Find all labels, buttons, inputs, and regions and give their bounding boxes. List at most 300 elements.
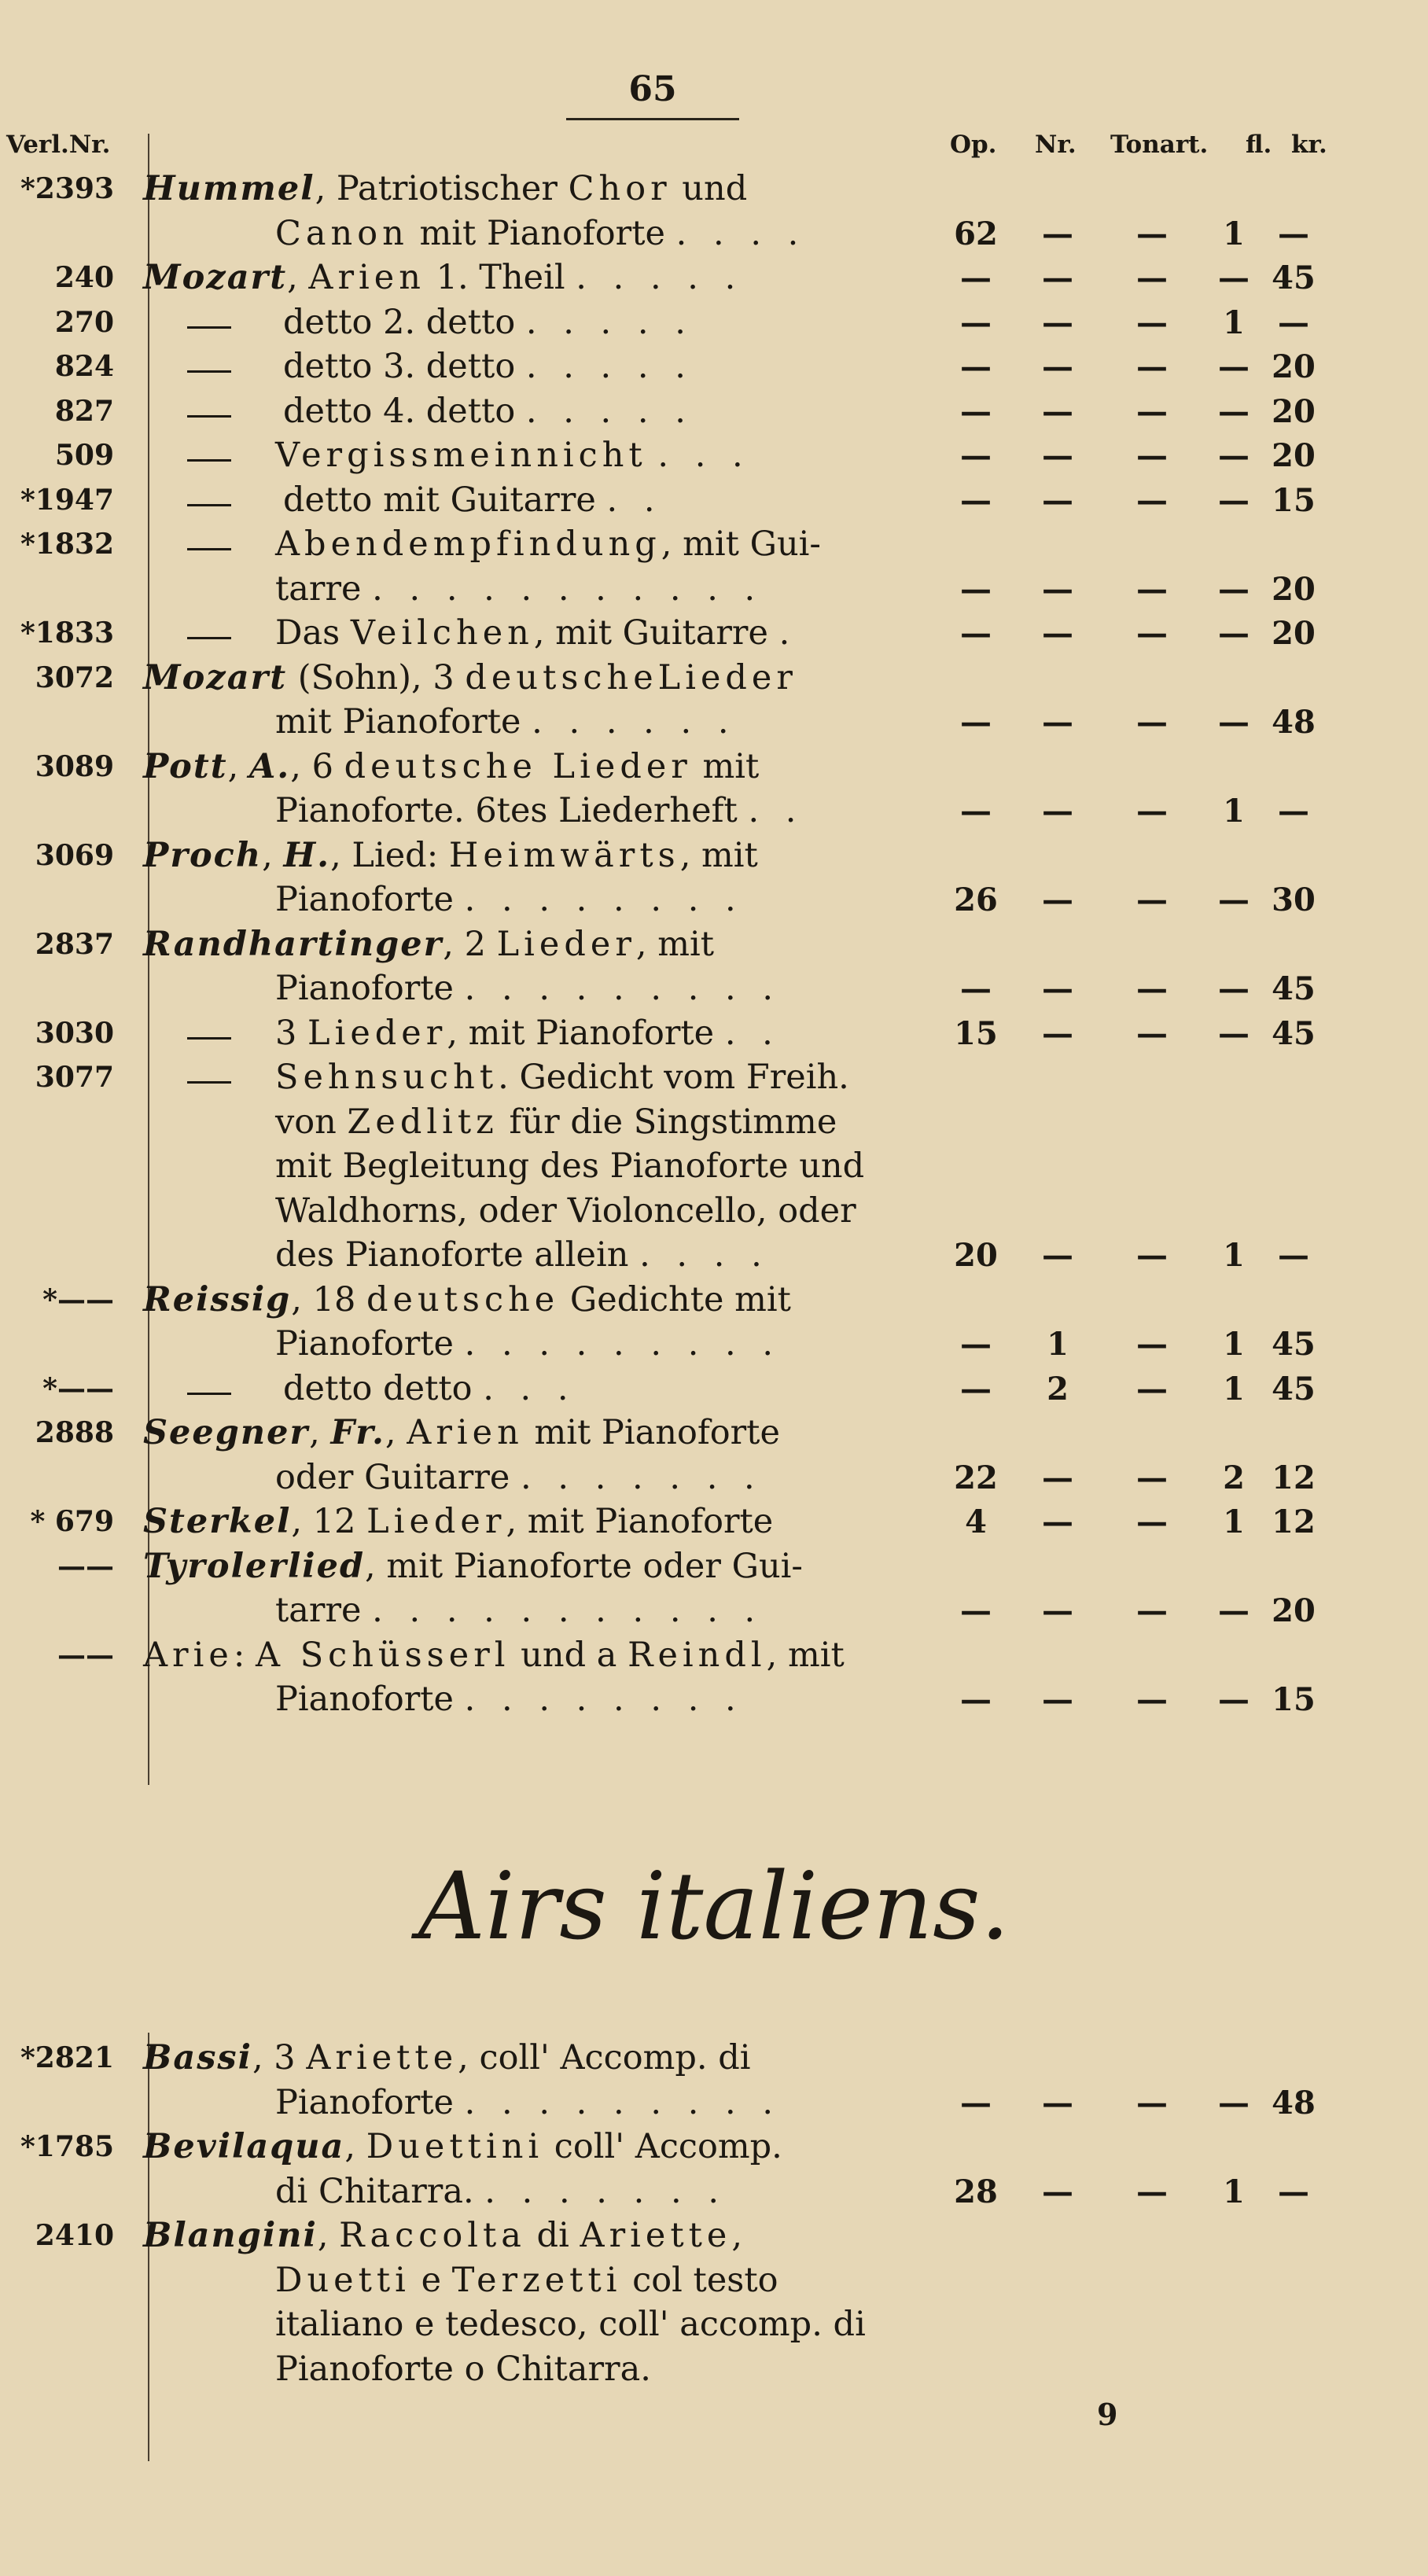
- text-run: Mozart: [143, 258, 288, 297]
- kreuzer-value: 45: [1272, 970, 1316, 1007]
- number-value: —: [1042, 2173, 1073, 2210]
- tonart-value: —: [1136, 704, 1168, 741]
- opus-value: —: [960, 1370, 992, 1408]
- number-value: —: [1042, 1237, 1073, 1274]
- kreuzer-value: 20: [1272, 615, 1316, 652]
- opus-value: —: [960, 793, 992, 830]
- section-heading: Airs italiens.: [418, 1852, 1010, 1960]
- text-run: (Sohn), 3: [287, 657, 466, 697]
- verlag-number: 2410: [35, 2219, 114, 2252]
- text-run: Hummel: [143, 169, 315, 208]
- opus-value: —: [960, 570, 992, 608]
- text-run: italiano e tedesco, coll' accomp. di: [275, 2305, 866, 2344]
- text-run: . . . . . . .: [521, 1457, 763, 1497]
- text-run: ,: [317, 2216, 340, 2255]
- entry-text: [283, 345, 694, 388]
- text-run: Randhartinger: [143, 924, 443, 964]
- catalog-line: [0, 789, 1428, 833]
- verlag-number: 2837: [35, 927, 114, 961]
- text-run: . . . . . . . . .: [464, 1324, 782, 1363]
- florin-value: 1: [1223, 1370, 1245, 1408]
- entry-text: [143, 2037, 751, 2080]
- florin-value: —: [1218, 704, 1250, 741]
- opus-value: —: [960, 615, 992, 652]
- header-op: Op.: [950, 131, 997, 159]
- text-run: . Gedicht vom Freih.: [498, 1058, 849, 1097]
- kreuzer-value: 20: [1272, 437, 1316, 474]
- text-run: Pianoforte: [275, 2082, 465, 2122]
- text-run: 1. Theil: [425, 258, 576, 297]
- text-run: Waldhorns, oder Violoncello, oder: [275, 1190, 856, 1231]
- entry-text: [143, 657, 797, 700]
- text-run: . . . . . . . . .: [464, 969, 782, 1008]
- kreuzer-value: —: [1278, 2173, 1309, 2210]
- number-value: 2: [1047, 1370, 1069, 1408]
- entry-text: [275, 1323, 781, 1366]
- entry-text: [275, 1101, 837, 1144]
- verlag-number: ——: [57, 1549, 114, 1583]
- entry-text: [143, 256, 743, 300]
- header-kr: kr.: [1291, 131, 1327, 159]
- florin-value: —: [1218, 2084, 1250, 2122]
- opus-value: —: [960, 437, 992, 474]
- tonart-value: —: [1136, 1459, 1168, 1496]
- text-run: Ariette: [306, 2038, 458, 2077]
- text-run: Gedichte mit: [559, 1279, 791, 1319]
- catalog-line: [0, 2303, 1428, 2346]
- text-run: , Patriotischer: [315, 169, 569, 208]
- entry-text: [143, 1634, 845, 1677]
- entry-text: [275, 568, 763, 611]
- tonart-value: —: [1136, 259, 1168, 296]
- number-value: —: [1042, 615, 1073, 652]
- text-run: Pott: [143, 746, 228, 786]
- verlag-number: 2888: [35, 1416, 114, 1449]
- text-run: für die Singstimme: [498, 1102, 837, 1142]
- kreuzer-value: 20: [1272, 570, 1316, 608]
- text-run: Sterkel: [143, 1502, 292, 1541]
- kreuzer-value: 45: [1272, 1370, 1316, 1408]
- verlag-number: *——: [42, 1282, 114, 1316]
- opus-value: 22: [954, 1459, 998, 1496]
- tonart-value: —: [1136, 1503, 1168, 1540]
- text-run: A.: [248, 746, 291, 786]
- catalog-line: [0, 2170, 1428, 2214]
- number-value: —: [1042, 392, 1073, 430]
- text-run: Duetti: [275, 2260, 410, 2300]
- catalog-line: [0, 2259, 1428, 2302]
- number-value: —: [1042, 481, 1073, 519]
- text-run: , mit Pianoforte: [447, 1013, 725, 1053]
- florin-value: —: [1218, 259, 1250, 296]
- catalog-line: [0, 1589, 1428, 1632]
- tonart-value: —: [1136, 215, 1168, 252]
- florin-value: —: [1218, 881, 1250, 918]
- text-run: ,: [309, 1413, 331, 1452]
- verlag-number: *2821: [20, 2041, 114, 2074]
- text-run: , mit Pianoforte: [506, 1502, 774, 1541]
- catalog-line: [0, 1279, 1428, 1322]
- opus-value: —: [960, 970, 992, 1007]
- entry-text: [275, 1589, 763, 1632]
- kreuzer-value: 15: [1272, 1681, 1316, 1718]
- opus-value: —: [960, 1681, 992, 1718]
- number-value: —: [1042, 1459, 1073, 1496]
- entry-text: [275, 523, 821, 566]
- text-run: coll' Accomp.: [543, 2127, 782, 2166]
- number-value: —: [1042, 570, 1073, 608]
- tonart-value: —: [1136, 970, 1168, 1007]
- text-run: und a: [510, 1635, 628, 1675]
- catalog-line: [0, 2214, 1428, 2258]
- tonart-value: —: [1136, 2173, 1168, 2210]
- entry-text: [275, 1234, 770, 1277]
- tonart-value: —: [1136, 570, 1168, 608]
- catalog-line: [0, 2125, 1428, 2169]
- number-value: —: [1042, 348, 1073, 385]
- number-value: —: [1042, 2084, 1073, 2122]
- ditto-dash: [187, 459, 231, 462]
- text-run: ,: [731, 2216, 743, 2255]
- catalog-line: [0, 1145, 1428, 1188]
- text-run: Lieder: [496, 924, 636, 964]
- text-run: Bassi: [143, 2038, 252, 2077]
- text-run: deutscheLieder: [465, 657, 797, 697]
- text-run: , mit: [635, 924, 715, 964]
- florin-value: 1: [1223, 1237, 1245, 1274]
- verlag-number: 509: [54, 439, 114, 472]
- catalog-line: [0, 390, 1428, 433]
- text-run: Sehnsucht: [275, 1058, 499, 1097]
- text-run: . . . . .: [525, 391, 694, 431]
- text-run: Chor: [568, 169, 672, 208]
- text-run: , 6: [290, 746, 344, 786]
- florin-value: —: [1218, 348, 1250, 385]
- kreuzer-value: 45: [1272, 259, 1316, 296]
- catalog-line: [0, 479, 1428, 522]
- tonart-value: —: [1136, 1014, 1168, 1052]
- text-run: , 12: [291, 1502, 367, 1541]
- text-run: mit Pianoforte: [523, 1413, 780, 1452]
- header-rule: [566, 118, 739, 120]
- catalog-line: [0, 2081, 1428, 2125]
- ditto-dash: [187, 637, 231, 639]
- verlag-number: 270: [54, 305, 114, 339]
- entry-text: [275, 1145, 864, 1188]
- text-run: H.: [283, 835, 331, 875]
- number-value: 1: [1047, 1326, 1069, 1363]
- text-run: Vergissmeinnicht: [275, 436, 647, 475]
- entry-text: [143, 834, 758, 878]
- kreuzer-value: —: [1278, 1237, 1309, 1274]
- text-run: , Lied:: [330, 835, 449, 875]
- text-run: Canon: [275, 213, 409, 253]
- text-run: . .: [748, 791, 804, 830]
- tonart-value: —: [1136, 881, 1168, 918]
- catalog-line: [0, 1634, 1428, 1677]
- text-run: Proch: [143, 835, 263, 875]
- ditto-dash: [187, 1037, 231, 1040]
- text-run: Seegner: [143, 1413, 310, 1452]
- text-run: , mit: [766, 1635, 845, 1675]
- text-run: Raccolta: [339, 2216, 526, 2255]
- kreuzer-value: 20: [1272, 392, 1316, 430]
- header-tonart: Tonart.: [1110, 131, 1209, 159]
- text-run: , coll' Accomp. di: [458, 2038, 751, 2077]
- catalog-line: [0, 2037, 1428, 2080]
- header-fl: fl.: [1246, 131, 1272, 159]
- text-run: , 3: [252, 2038, 307, 2077]
- text-run: . . . .: [675, 213, 807, 253]
- text-run: Abendempfindung: [275, 524, 661, 564]
- tonart-value: —: [1136, 392, 1168, 430]
- number-value: —: [1042, 970, 1073, 1007]
- tonart-value: —: [1136, 793, 1168, 830]
- verlag-number: 3089: [35, 749, 114, 783]
- verlag-number: *1947: [20, 483, 114, 517]
- number-value: —: [1042, 1014, 1073, 1052]
- kreuzer-value: 12: [1272, 1503, 1316, 1540]
- opus-value: —: [960, 304, 992, 341]
- text-run: Terzetti: [451, 2260, 622, 2300]
- entry-text: [143, 923, 714, 966]
- opus-value: 20: [954, 1237, 998, 1274]
- text-run: . .: [724, 1013, 781, 1053]
- tonart-value: —: [1136, 1370, 1168, 1408]
- text-run: , mit Pianoforte oder Gui-: [365, 1546, 803, 1586]
- opus-value: —: [960, 2084, 992, 2122]
- text-run: Veilchen: [350, 613, 534, 653]
- text-run: di: [525, 2216, 580, 2255]
- catalog-line: [0, 1411, 1428, 1455]
- number-value: —: [1042, 1503, 1073, 1540]
- ditto-dash: [187, 326, 231, 329]
- catalog-line: [0, 523, 1428, 566]
- ditto-dash: [187, 1081, 231, 1084]
- entry-text: [143, 1411, 780, 1455]
- entry-text: [283, 301, 694, 344]
- kreuzer-value: 15: [1272, 481, 1316, 519]
- text-run: Pianoforte: [275, 1680, 465, 1719]
- catalog-line: [0, 1500, 1428, 1544]
- text-run: col testo: [621, 2260, 778, 2300]
- verlag-number: * 679: [30, 1505, 114, 1538]
- tonart-value: —: [1136, 615, 1168, 652]
- text-run: ,: [344, 2127, 366, 2166]
- text-run: Fr.: [330, 1413, 385, 1452]
- text-run: detto 4. detto: [283, 391, 526, 431]
- catalog-line: [0, 878, 1428, 922]
- text-run: , mit Gui-: [661, 524, 821, 564]
- tonart-value: —: [1136, 1592, 1168, 1629]
- ditto-dash: [187, 415, 231, 418]
- florin-value: 1: [1223, 1326, 1245, 1363]
- kreuzer-value: 20: [1272, 348, 1316, 385]
- entry-text: [275, 2348, 651, 2391]
- verlag-number: 3072: [35, 661, 114, 694]
- florin-value: —: [1218, 970, 1250, 1007]
- verlag-number: 3077: [35, 1061, 114, 1094]
- entry-text: [275, 1056, 849, 1099]
- entry-text: [143, 2125, 782, 2169]
- verlag-number: *——: [42, 1371, 114, 1405]
- text-run: tarre: [275, 1591, 373, 1630]
- text-run: . . . . . . . .: [464, 880, 744, 919]
- text-run: . . . . . . . .: [464, 1680, 744, 1719]
- text-run: Lieder: [366, 1502, 506, 1541]
- catalog-line: [0, 1323, 1428, 1366]
- entry-text: [275, 878, 744, 922]
- number-value: —: [1042, 215, 1073, 252]
- opus-value: 28: [954, 2173, 998, 2210]
- entry-text: [275, 2081, 781, 2125]
- entry-text: [143, 1279, 791, 1322]
- catalog-line: [0, 345, 1428, 388]
- catalog-line: [0, 1056, 1428, 1099]
- signature-mark: 9: [1097, 2397, 1118, 2432]
- page-number: 65: [628, 69, 677, 109]
- header-nr: Nr.: [1035, 131, 1077, 159]
- florin-value: —: [1218, 481, 1250, 519]
- verlag-number: 3069: [35, 838, 114, 872]
- text-run: und: [671, 169, 748, 208]
- kreuzer-value: —: [1278, 304, 1309, 341]
- text-run: Heimwärts: [448, 835, 680, 875]
- text-run: Arie: [143, 1635, 234, 1675]
- catalog-line: [0, 2348, 1428, 2391]
- catalog-line: [0, 256, 1428, 300]
- text-run: mit Pianoforte: [275, 702, 532, 742]
- opus-value: 62: [954, 215, 998, 252]
- text-run: oder Guitarre: [275, 1457, 521, 1497]
- florin-value: —: [1218, 1592, 1250, 1629]
- ditto-dash: [187, 370, 231, 373]
- verlag-number: 824: [54, 350, 114, 383]
- text-run: . . . . . . . . .: [464, 2082, 782, 2122]
- florin-value: —: [1218, 437, 1250, 474]
- text-run: detto mit Guitarre: [283, 480, 607, 520]
- number-value: —: [1042, 259, 1073, 296]
- ditto-dash: [187, 1393, 231, 1395]
- tonart-value: —: [1136, 304, 1168, 341]
- entry-text: [275, 612, 797, 655]
- text-run: Pianoforte: [275, 880, 465, 919]
- catalog-line: [0, 1190, 1428, 1233]
- text-run: Tyrolerlied: [143, 1546, 366, 1586]
- text-run: . . . . . . . . . . .: [372, 1591, 764, 1630]
- text-run: Arien: [407, 1413, 524, 1452]
- text-run: von: [275, 1102, 348, 1142]
- florin-value: —: [1218, 1681, 1250, 1718]
- text-run: . . . .: [639, 1235, 770, 1275]
- text-run: . . . . .: [576, 258, 744, 297]
- text-run: mit Begleitung des Pianoforte und: [275, 1146, 865, 1186]
- verlag-number: 3030: [35, 1016, 114, 1050]
- header-verl: Verl.Nr.: [6, 131, 111, 159]
- text-run: Lieder: [307, 1013, 447, 1053]
- text-run: . .: [606, 480, 663, 520]
- kreuzer-value: 45: [1272, 1326, 1316, 1363]
- tonart-value: —: [1136, 437, 1168, 474]
- opus-value: 26: [954, 881, 998, 918]
- text-run: mit: [691, 746, 760, 786]
- number-value: —: [1042, 1681, 1073, 1718]
- catalog-line: [0, 301, 1428, 344]
- text-run: . . . . . . . . . . .: [372, 569, 764, 609]
- verlag-number: *1785: [20, 2130, 114, 2163]
- text-run: Duettini: [366, 2127, 544, 2166]
- tonart-value: —: [1136, 1326, 1168, 1363]
- entry-text: [275, 1456, 763, 1500]
- opus-value: 15: [954, 1014, 998, 1052]
- kreuzer-value: 45: [1272, 1014, 1316, 1052]
- entry-text: [275, 789, 804, 833]
- catalog-line: [0, 1101, 1428, 1144]
- catalog-line: [0, 1012, 1428, 1055]
- florin-value: 1: [1223, 2173, 1245, 2210]
- florin-value: —: [1218, 615, 1250, 652]
- entry-text: [143, 167, 747, 211]
- text-run: :: [233, 1635, 256, 1675]
- number-value: —: [1042, 304, 1073, 341]
- entry-text: [143, 745, 759, 789]
- text-run: Mozart: [143, 657, 288, 697]
- text-run: A Schüsserl: [255, 1635, 510, 1675]
- text-run: detto 2. detto: [283, 302, 526, 342]
- text-run: . . . . .: [525, 347, 694, 386]
- kreuzer-value: —: [1278, 793, 1309, 830]
- catalog-line: [0, 745, 1428, 789]
- number-value: —: [1042, 1592, 1073, 1629]
- text-run: Bevilaqua: [143, 2127, 345, 2166]
- kreuzer-value: 20: [1272, 1592, 1316, 1629]
- kreuzer-value: 30: [1272, 881, 1316, 918]
- text-run: 3: [275, 1013, 308, 1053]
- text-run: . . . . . .: [532, 702, 737, 742]
- text-run: e: [410, 2260, 452, 2300]
- catalog-line: [0, 434, 1428, 477]
- text-run: Blangini: [143, 2216, 318, 2255]
- verlag-number: *2393: [20, 172, 114, 205]
- catalog-line: [0, 1367, 1428, 1411]
- entry-text: [275, 1012, 781, 1055]
- opus-value: —: [960, 392, 992, 430]
- text-run: detto detto: [283, 1368, 484, 1408]
- opus-value: —: [960, 1592, 992, 1629]
- number-value: —: [1042, 437, 1073, 474]
- text-run: tarre: [275, 569, 373, 609]
- text-run: , mit Guitarre: [533, 613, 779, 653]
- entry-text: [275, 701, 737, 744]
- entry-text: [275, 2170, 727, 2214]
- entry-text: [275, 967, 781, 1010]
- text-run: . . . . . . .: [484, 2171, 727, 2211]
- text-run: Das: [275, 613, 351, 653]
- ditto-dash: [187, 504, 231, 506]
- tonart-value: —: [1136, 348, 1168, 385]
- tonart-value: —: [1136, 2084, 1168, 2122]
- entry-text: [283, 479, 663, 522]
- opus-value: —: [960, 1326, 992, 1363]
- entry-text: [275, 2303, 866, 2346]
- text-run: , 2: [443, 924, 497, 964]
- text-run: Pianoforte o Chitarra.: [275, 2349, 651, 2389]
- text-run: . . . . .: [525, 302, 694, 342]
- florin-value: —: [1218, 392, 1250, 430]
- florin-value: 2: [1223, 1459, 1245, 1496]
- text-run: ,: [262, 835, 284, 875]
- text-run: di Chitarra.: [275, 2171, 485, 2211]
